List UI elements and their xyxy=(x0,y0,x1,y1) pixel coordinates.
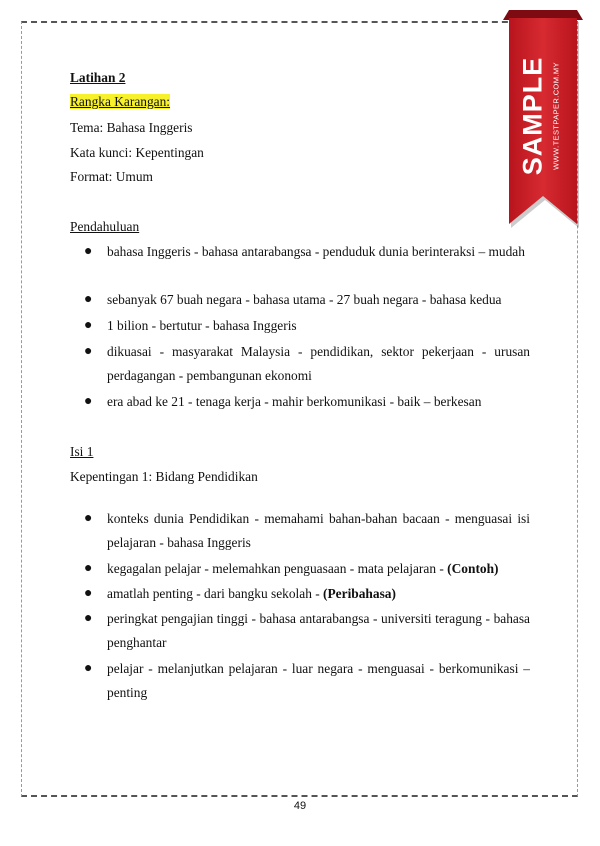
format-line: Format: Umum xyxy=(70,169,153,184)
bullet-dot: ● xyxy=(84,344,93,359)
contoh-tag: (Contoh) xyxy=(447,561,499,576)
outline-label: Rangka Karangan: xyxy=(70,94,171,109)
exercise-title: Latihan 2 xyxy=(70,70,126,85)
outline-label-wrap xyxy=(70,94,170,110)
list-item: dikuasai - masyarakat Malaysia - pendidikan, sektor pekerjaan - urusan perdagangan - pembangunan ekonomi xyxy=(107,344,530,383)
peribahasa-tag: (Peribahasa) xyxy=(323,586,396,601)
list-item: era abad ke 21 - tenaga kerja - mahir berkomunikasi - baik – berkesan xyxy=(107,394,482,409)
bullet-dot: ● xyxy=(84,611,93,626)
list-item xyxy=(107,582,530,606)
list-item-text: kegagalan pelajar - melemahkan penguasaan - mata pelajaran - xyxy=(107,561,448,576)
bullet-dot: ● xyxy=(84,292,93,307)
bullet-dot: ● xyxy=(84,318,93,333)
bullet-dot: ● xyxy=(84,244,93,259)
page-number: 49 xyxy=(293,800,307,812)
list-item: pelajar - melanjutkan pelajaran - luar negara - menguasai - berkomunikasi – penting xyxy=(107,661,530,700)
pendahuluan-heading: Pendahuluan xyxy=(70,219,140,234)
list-item: peringkat pengajian tinggi - bahasa antarabangsa - universiti teragung - bahasa penghantar xyxy=(107,611,530,650)
tema-line: Tema: Bahasa Inggeris xyxy=(70,120,193,135)
bullet-dot: ● xyxy=(84,661,93,676)
isi1-heading: Isi 1 xyxy=(70,444,94,459)
kata-kunci-line: Kata kunci: Kepentingan xyxy=(70,145,204,160)
bullet-dot: ● xyxy=(84,586,93,601)
bullet-dot: ● xyxy=(84,511,93,526)
list-item: konteks dunia Pendidikan - memahami bahan-bahan bacaan - menguasai isi pelajaran - bahasa Inggeris xyxy=(107,511,530,550)
bullet-dot: ● xyxy=(84,394,93,409)
list-item-text: amatlah penting - dari bangku sekolah - xyxy=(107,586,324,601)
list-item: sebanyak 67 buah negara - bahasa utama - 27 buah negara - bahasa kedua xyxy=(107,292,502,307)
bullet-dot: ● xyxy=(84,561,93,576)
list-item xyxy=(107,557,530,581)
isi1-subheading: Kepentingan 1: Bidang Pendidikan xyxy=(70,469,258,484)
list-item: bahasa Inggeris - bahasa antarabangsa - penduduk dunia berinteraksi – mudah xyxy=(107,244,525,259)
list-item: 1 bilion - bertutur - bahasa Inggeris xyxy=(107,318,297,333)
